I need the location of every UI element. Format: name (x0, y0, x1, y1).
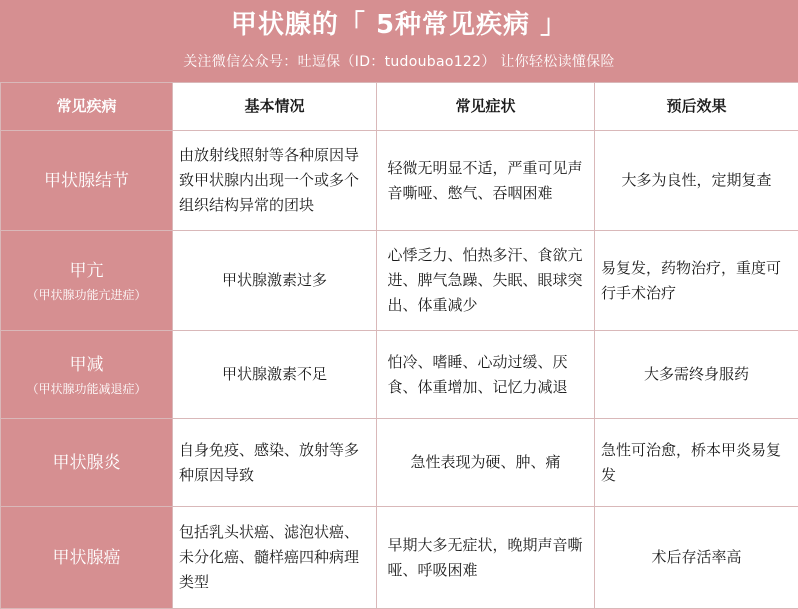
disease-cell (1, 231, 173, 331)
prognosis-cell (595, 231, 798, 331)
disease-name: 甲状腺癌 (7, 545, 166, 571)
symptoms-cell (377, 231, 595, 331)
basic-text: 包括乳头状癌、滤泡状癌、未分化癌、髓样癌四种病理类型 (179, 520, 370, 595)
prognosis-text: 急性可治愈，桥本甲炎易复发 (601, 438, 792, 488)
symptoms-text: 心悸乏力、怕热多汗、食欲亢进、脾气急躁、失眠、眼球突出、体重减少 (388, 243, 584, 318)
basic-cell (173, 331, 377, 419)
basic-cell (173, 131, 377, 231)
header-banner (0, 0, 798, 82)
basic-text: 甲状腺激素过多 (222, 268, 327, 293)
symptoms-cell (377, 419, 595, 507)
column-header-prognosis: 预后效果 (595, 83, 798, 131)
disease-name: 甲状腺结节 (7, 168, 166, 194)
table-row (1, 231, 798, 331)
disease-cell (1, 131, 173, 231)
prognosis-cell (595, 419, 798, 507)
symptoms-text: 早期大多无症状，晚期声音嘶哑、呼吸困难 (388, 533, 584, 583)
column-header-basic: 基本情况 (173, 83, 377, 131)
symptoms-text: 急性表现为硬、肿、痛 (410, 450, 560, 475)
prognosis-text: 术后存活率高 (651, 545, 741, 570)
prognosis-cell (595, 331, 798, 419)
disease-fullname: （甲状腺功能减退症） (7, 380, 166, 398)
disease-name: 甲减 (7, 352, 166, 378)
disease-name: 甲亢 (7, 258, 166, 284)
symptoms-text: 轻微无明显不适，严重可见声音嘶哑、憋气、吞咽困难 (388, 156, 584, 206)
basic-text: 由放射线照射等各种原因导致甲状腺内出现一个或多个组织结构异常的团块 (179, 143, 370, 218)
disease-cell (1, 419, 173, 507)
column-header-disease: 常见疾病 (1, 83, 173, 131)
prognosis-text: 易复发，药物治疗，重度可行手术治疗 (601, 256, 792, 306)
disease-cell (1, 331, 173, 419)
basic-cell (173, 419, 377, 507)
basic-cell (173, 507, 377, 609)
prognosis-cell (595, 507, 798, 609)
disease-table (0, 82, 798, 609)
table-row (1, 331, 798, 419)
prognosis-cell (595, 131, 798, 231)
basic-cell (173, 231, 377, 331)
disease-fullname: （甲状腺功能亢进症） (7, 286, 166, 304)
basic-text: 自身免疫、感染、放射等多种原因导致 (179, 438, 370, 488)
prognosis-text: 大多需终身服药 (644, 362, 749, 387)
page-subtitle: 关注微信公众号：吐逗保（ID：tudoubao122） 让你轻松读懂保险 (0, 52, 798, 72)
table-row (1, 507, 798, 609)
page-title: 甲状腺的「 5种常见疾病 」 (0, 7, 798, 43)
table-row (1, 131, 798, 231)
symptoms-cell (377, 131, 595, 231)
basic-text: 甲状腺激素不足 (222, 362, 327, 387)
disease-cell (1, 507, 173, 609)
symptoms-cell (377, 331, 595, 419)
symptoms-text: 怕冷、嗜睡、心动过缓、厌食、体重增加、记忆力减退 (388, 350, 584, 400)
table-header-row (1, 83, 798, 131)
table-row (1, 419, 798, 507)
prognosis-text: 大多为良性，定期复查 (621, 168, 771, 193)
symptoms-cell (377, 507, 595, 609)
column-header-symptoms: 常见症状 (377, 83, 595, 131)
disease-name: 甲状腺炎 (7, 450, 166, 476)
